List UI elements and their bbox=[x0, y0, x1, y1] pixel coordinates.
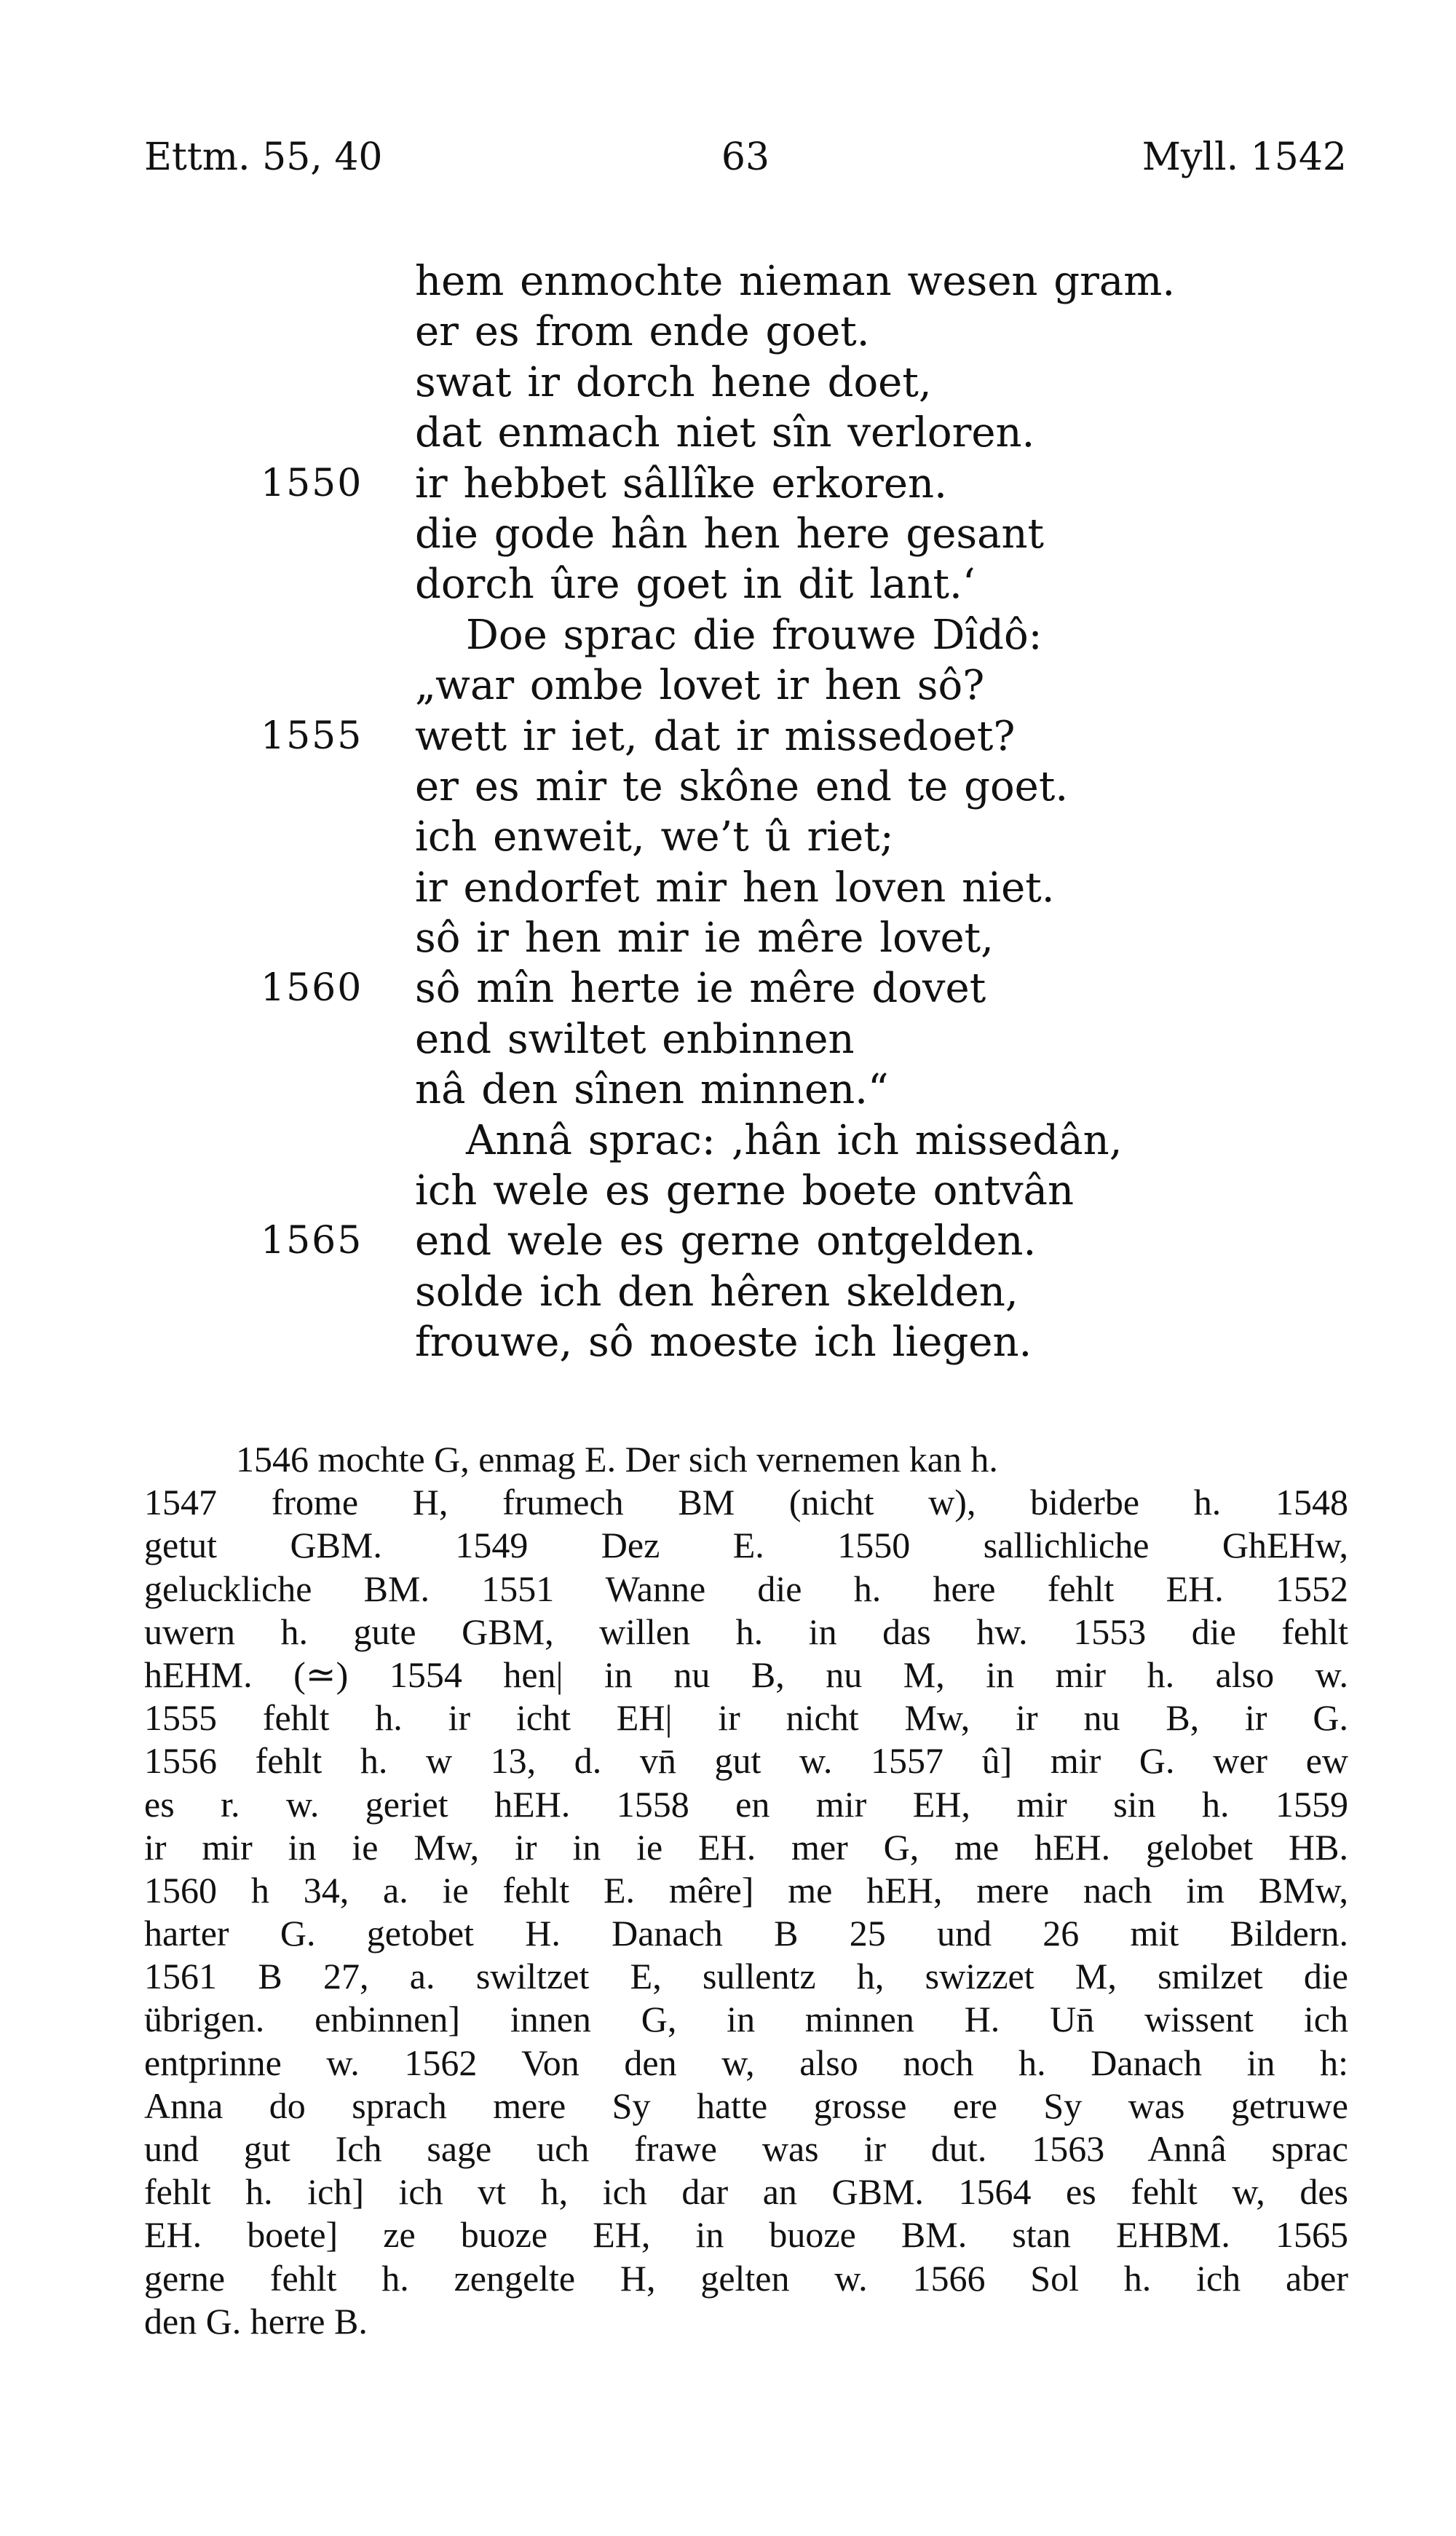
verse-line bbox=[0, 307, 1456, 357]
line-number: 1560 bbox=[261, 966, 363, 1011]
verse-line-text: ich enweit, we’t û riet; bbox=[415, 813, 894, 861]
apparatus-line: hEHM. (≃) 1554 hen| in nu B, nu M, in mir h. also w. bbox=[144, 1654, 1348, 1695]
verse-line-text: Annâ sprac: ‚hân ich missedân, bbox=[466, 1116, 1123, 1164]
verse-line-text: ich wele es gerne boete ontvân bbox=[415, 1167, 1075, 1215]
verse-line bbox=[0, 762, 1456, 812]
verse-text bbox=[0, 256, 1456, 1368]
verse-line-text: „war ombe lovet ir hen sô? bbox=[415, 662, 985, 710]
header-right-reference: Myll. 1542 bbox=[1142, 135, 1347, 179]
apparatus-line: den G. herre B. bbox=[144, 2300, 368, 2342]
verse-line-text: wett ir iet, dat ir missedoet? bbox=[415, 712, 1016, 760]
verse-line-text: solde ich den hêren skelden, bbox=[415, 1268, 1018, 1316]
critical-apparatus bbox=[144, 1438, 1348, 2343]
verse-line bbox=[0, 459, 1456, 509]
apparatus-line: 1556 fehlt h. w 13, d. vn̄ gut w. 1557 û] mir G. wer ew bbox=[144, 1740, 1348, 1782]
verse-line-text: sô ir hen mir ie mêre lovet, bbox=[415, 915, 994, 963]
verse-line bbox=[0, 963, 1456, 1014]
line-number: 1555 bbox=[261, 714, 363, 758]
verse-line bbox=[0, 256, 1456, 307]
verse-line-text: er es mir te skône end te goet. bbox=[415, 762, 1069, 810]
line-number: 1550 bbox=[261, 461, 363, 505]
verse-line bbox=[0, 408, 1456, 458]
line-number: 1565 bbox=[261, 1219, 363, 1263]
apparatus-line: Anna do sprach mere Sy hatte grosse ere Sy was getruwe bbox=[144, 2085, 1348, 2126]
verse-line bbox=[0, 1216, 1456, 1266]
verse-line-text: end wele es gerne ontgelden. bbox=[415, 1217, 1037, 1265]
apparatus-line: ir mir in ie Mw, ir in ie EH. mer G, me hEH. gelobet HB. bbox=[144, 1826, 1348, 1868]
verse-line bbox=[0, 358, 1456, 408]
verse-line bbox=[0, 1064, 1456, 1115]
header-left-reference: Ettm. 55, 40 bbox=[144, 135, 383, 179]
verse-line-text: ir endorfet mir hen loven niet. bbox=[415, 864, 1055, 912]
apparatus-line: geluckliche BM. 1551 Wanne die h. here fehlt EH. 1552 bbox=[144, 1568, 1348, 1609]
verse-line bbox=[0, 913, 1456, 963]
apparatus-line: getut GBM. 1549 Dez E. 1550 sallichliche GhEHw, bbox=[144, 1525, 1348, 1566]
verse-line bbox=[0, 1267, 1456, 1317]
page-header bbox=[144, 135, 1347, 194]
apparatus-line: 1547 frome H, frumech BM (nicht w), biderbe h. 1548 bbox=[144, 1482, 1348, 1523]
apparatus-line: EH. boete] ze buoze EH, in buoze BM. stan EHBM. 1565 bbox=[144, 2214, 1348, 2256]
apparatus-line: uwern h. gute GBM, willen h. in das hw. 1553 die fehlt bbox=[144, 1611, 1348, 1652]
apparatus-line: entprinne w. 1562 Von den w, also noch h. Danach in h: bbox=[144, 2042, 1348, 2083]
verse-line-text: hem enmochte nieman wesen gram. bbox=[415, 258, 1176, 305]
apparatus-line: fehlt h. ich] ich vt h, ich dar an GBM. 1564 es fehlt w, des bbox=[144, 2171, 1348, 2213]
verse-line bbox=[0, 863, 1456, 913]
apparatus-line: harter G. getobet H. Danach B 25 und 26 mit Bildern. bbox=[144, 1913, 1348, 1954]
apparatus-line: und gut Ich sage uch frawe was ir dut. 1563 Annâ sprac bbox=[144, 2128, 1348, 2169]
apparatus-line: 1561 B 27, a. swiltzet E, sullentz h, swizzet M, smilzet die bbox=[144, 1956, 1348, 1997]
verse-line-text: end swiltet enbinnen bbox=[415, 1015, 855, 1063]
verse-line bbox=[0, 559, 1456, 609]
verse-line-text: sô mîn herte ie mêre dovet bbox=[415, 965, 986, 1013]
page-number: 63 bbox=[721, 135, 770, 179]
verse-line-text: die gode hân hen here gesant bbox=[415, 510, 1045, 558]
verse-line bbox=[0, 711, 1456, 762]
apparatus-line: gerne fehlt h. zengelte H, gelten w. 1566 Sol h. ich aber bbox=[144, 2257, 1348, 2299]
verse-line-text: er es from ende goet. bbox=[415, 308, 870, 356]
verse-line bbox=[0, 812, 1456, 862]
verse-line-text: Doe sprac die frouwe Dîdô: bbox=[466, 611, 1042, 659]
verse-line bbox=[0, 610, 1456, 660]
verse-line bbox=[0, 660, 1456, 711]
apparatus-line: 1560 h 34, a. ie fehlt E. mêre] me hEH, mere nach im BMw, bbox=[144, 1869, 1348, 1911]
verse-line-text: dorch ûre goet in dit lant.‘ bbox=[415, 561, 976, 609]
verse-line bbox=[0, 1014, 1456, 1064]
verse-line-text: ir hebbet sâllîke erkoren. bbox=[415, 459, 947, 507]
apparatus-line: es r. w. geriet hEH. 1558 en mir EH, mir sin h. 1559 bbox=[144, 1783, 1348, 1825]
apparatus-line: 1546 mochte G, enmag E. Der sich vernemen kan h. bbox=[236, 1439, 998, 1480]
verse-line bbox=[0, 509, 1456, 559]
apparatus-line: übrigen. enbinnen] innen G, in minnen H. Un̄ wissent ich bbox=[144, 1999, 1348, 2040]
apparatus-line: 1555 fehlt h. ir icht EH| ir nicht Mw, ir nu B, ir G. bbox=[144, 1697, 1348, 1739]
verse-line bbox=[0, 1115, 1456, 1166]
verse-line-text: frouwe, sô moeste ich liegen. bbox=[415, 1319, 1032, 1367]
verse-line-text: swat ir dorch hene doet, bbox=[415, 358, 932, 406]
verse-line-text: nâ den sînen minnen.“ bbox=[415, 1066, 889, 1114]
verse-line bbox=[0, 1166, 1456, 1216]
verse-line-text: dat enmach niet sîn verloren. bbox=[415, 409, 1035, 457]
verse-line bbox=[0, 1317, 1456, 1367]
